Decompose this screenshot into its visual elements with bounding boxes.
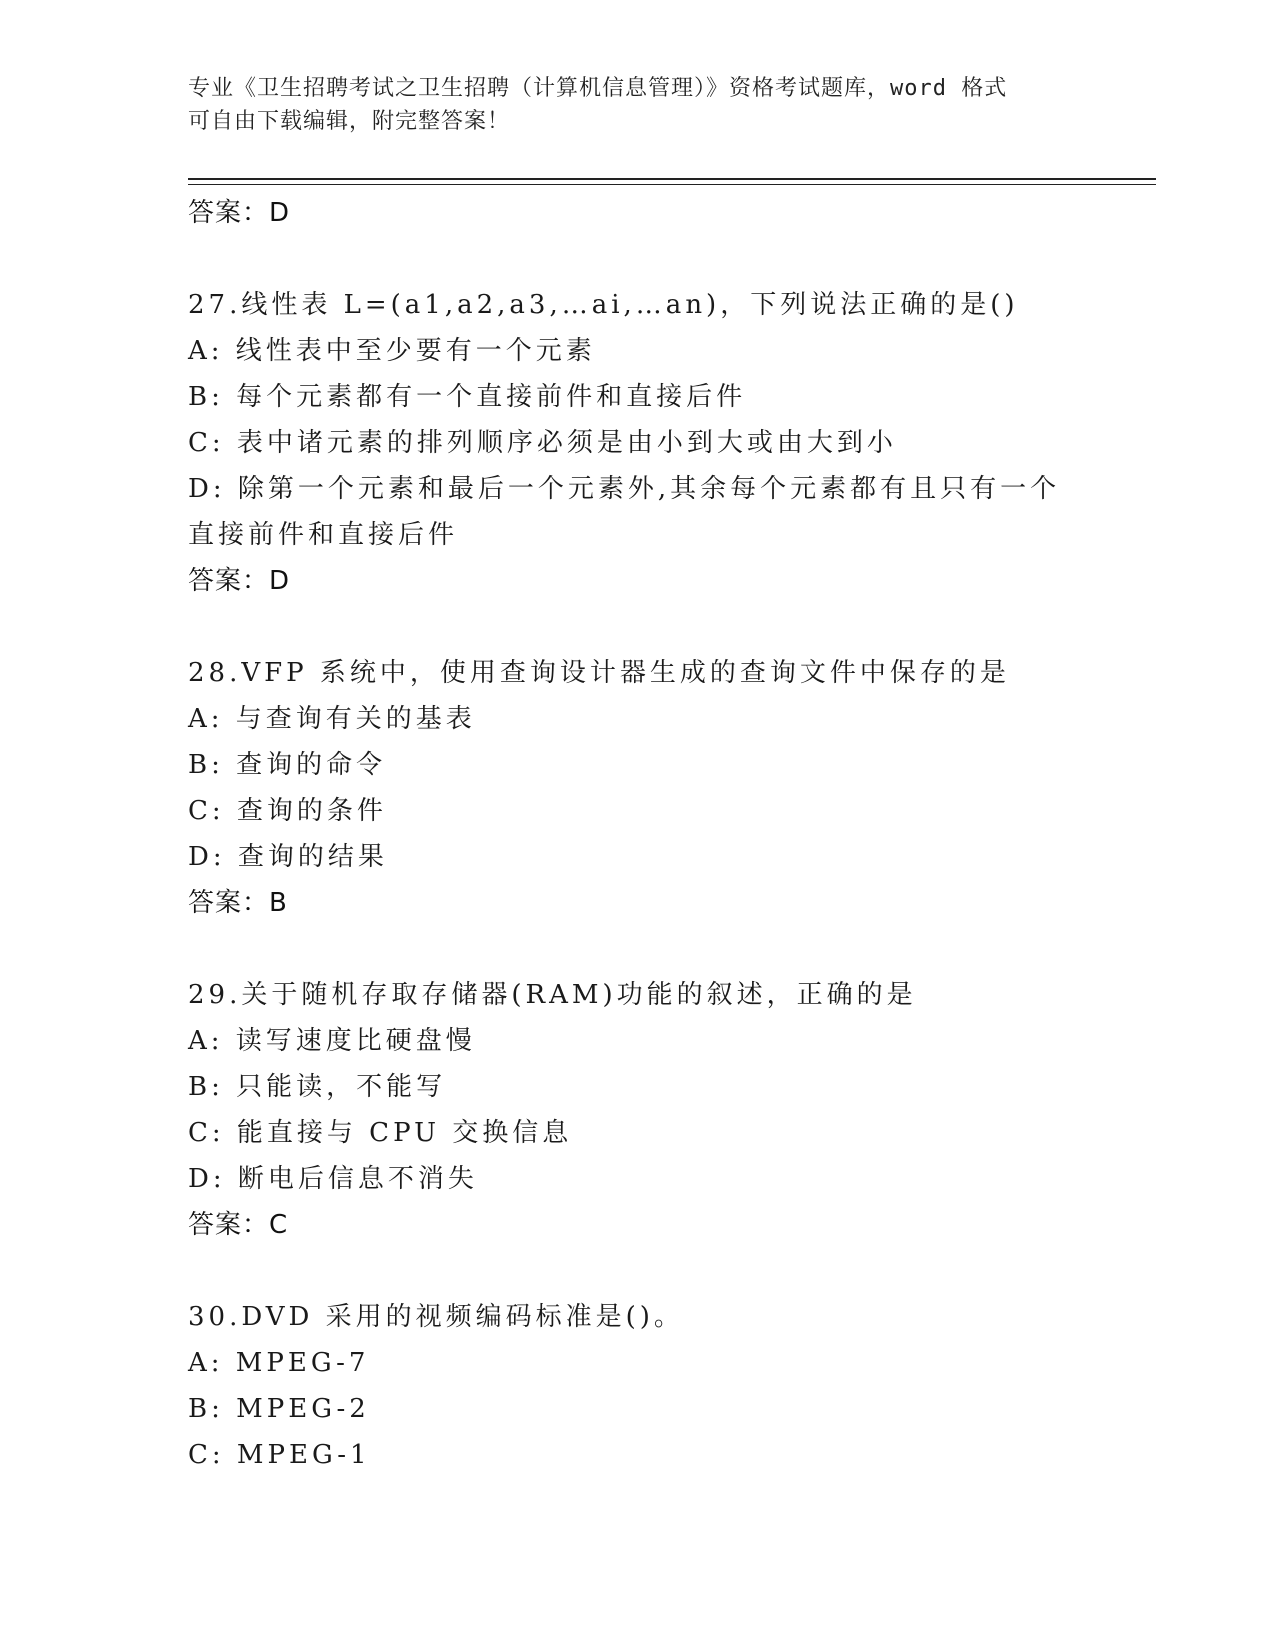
question-27	[188, 282, 1068, 604]
option-d: D: 断电后信息不消失	[188, 1164, 478, 1194]
option-c: C: 表中诸元素的排列顺序必须是由小到大或由大到小	[188, 428, 897, 458]
spacer	[188, 926, 1068, 972]
option-c: C: 查询的条件	[188, 796, 387, 826]
header-line-1: 专业《卫生招聘考试之卫生招聘（计算机信息管理）》资格考试题库，word 格式	[188, 76, 1008, 101]
option-b: B: 只能读，不能写	[188, 1072, 447, 1102]
option-c: C: 能直接与 CPU 交换信息	[188, 1118, 573, 1148]
spacer	[188, 604, 1068, 650]
header-rule-thick	[188, 178, 1156, 180]
option-a: A: 读写速度比硬盘慢	[188, 1026, 476, 1056]
question-29	[188, 972, 1068, 1248]
question-stem: 30.DVD 采用的视频编码标准是()。	[188, 1302, 684, 1332]
option-a: A: 与查询有关的基表	[188, 704, 476, 734]
question-stem: 27.线性表 L=(a1,a2,a3,…ai,…an)，下列说法正确的是()	[188, 290, 1019, 320]
answer-29: 答案：C	[188, 1210, 289, 1240]
question-stem: 29.关于随机存取存储器(RAM)功能的叙述，正确的是	[188, 980, 917, 1010]
document-header	[188, 72, 1088, 138]
option-b: B: MPEG-2	[188, 1394, 370, 1424]
option-c: C: MPEG-1	[188, 1440, 371, 1470]
header-line-2: 可自由下载编辑，附完整答案！	[188, 109, 511, 134]
question-28	[188, 650, 1068, 926]
question-list	[188, 190, 1068, 1478]
spacer	[188, 1248, 1068, 1294]
option-b: B: 查询的命令	[188, 750, 387, 780]
answer-26: 答案：D	[188, 198, 291, 228]
option-b: B: 每个元素都有一个直接前件和直接后件	[188, 382, 747, 412]
question-30	[188, 1294, 1068, 1478]
spacer	[188, 236, 1068, 282]
header-rule-thin	[188, 184, 1156, 185]
option-a: A: MPEG-7	[188, 1348, 370, 1378]
option-d: D: 除第一个元素和最后一个元素外,其余每个元素都有且只有一个直接前件和直接后件	[188, 474, 1061, 550]
answer-28: 答案：B	[188, 888, 288, 918]
answer-27: 答案：D	[188, 566, 291, 596]
option-a: A: 线性表中至少要有一个元素	[188, 336, 596, 366]
option-d: D: 查询的结果	[188, 842, 388, 872]
question-stem: 28.VFP 系统中，使用查询设计器生成的查询文件中保存的是	[188, 658, 1010, 688]
